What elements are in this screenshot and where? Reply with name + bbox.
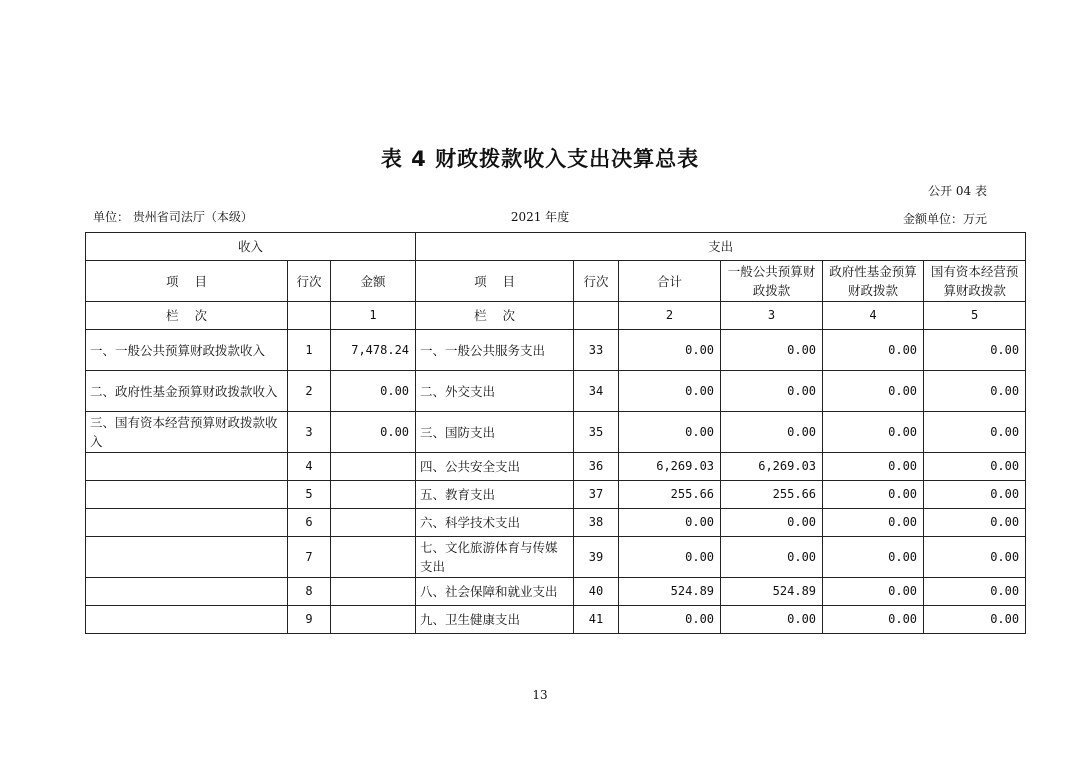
income-item-cell (86, 509, 288, 537)
expense-item-cell: 二、外交支出 (416, 371, 574, 412)
total-cell: 0.00 (619, 371, 721, 412)
amount-unit: 金额单位：万元 (902, 212, 987, 226)
income-item-cell (86, 453, 288, 481)
col-index-amount: 1 (331, 302, 416, 330)
income-rowno-header: 行次 (288, 261, 331, 302)
expense-item-cell: 六、科学技术支出 (416, 509, 574, 537)
expense-item-cell: 七、文化旅游体育与传媒支出 (416, 537, 574, 578)
income-amount-cell (331, 537, 416, 578)
page-number: 13 (532, 688, 548, 702)
table-row (86, 537, 1026, 578)
general-budget-cell: 524.89 (721, 578, 823, 606)
expense-rowno-cell: 41 (574, 606, 619, 634)
expense-item-header: 项 目 (416, 261, 574, 302)
income-item-cell (86, 537, 288, 578)
state-capital-cell: 0.00 (924, 330, 1026, 371)
expense-rowno-cell: 35 (574, 412, 619, 453)
unit-label: 单位： 贵州省司法厅（本级） (93, 210, 253, 224)
income-amount-cell (331, 606, 416, 634)
total-cell: 0.00 (619, 330, 721, 371)
general-budget-cell: 0.00 (721, 412, 823, 453)
table-row (86, 481, 1026, 509)
income-amount-cell (331, 509, 416, 537)
expense-item-cell: 五、教育支出 (416, 481, 574, 509)
expense-rowno-cell: 40 (574, 578, 619, 606)
total-cell: 6,269.03 (619, 453, 721, 481)
income-rowno-cell: 7 (288, 537, 331, 578)
income-rowno-cell: 2 (288, 371, 331, 412)
state-capital-cell: 0.00 (924, 578, 1026, 606)
gov-fund-cell: 0.00 (823, 371, 924, 412)
income-amount-cell (331, 578, 416, 606)
income-amount-cell: 7,478.24 (331, 330, 416, 371)
expense-header: 支出 (416, 233, 1026, 261)
income-amount-cell (331, 481, 416, 509)
general-budget-cell: 6,269.03 (721, 453, 823, 481)
expense-item-cell: 八、社会保障和就业支出 (416, 578, 574, 606)
expense-item-cell: 一、一般公共服务支出 (416, 330, 574, 371)
income-rowno-cell: 6 (288, 509, 331, 537)
total-cell: 0.00 (619, 606, 721, 634)
expense-rowno-cell: 38 (574, 509, 619, 537)
form-number: 公开 04 表 (928, 184, 987, 198)
total-header: 合计 (619, 261, 721, 302)
column-index-row (86, 302, 1026, 330)
fiscal-year: 2021 年度 (510, 210, 570, 224)
empty-cell (288, 302, 331, 330)
income-item-cell (86, 481, 288, 509)
income-item-cell (86, 606, 288, 634)
expense-rowno-cell: 36 (574, 453, 619, 481)
state-capital-cell: 0.00 (924, 412, 1026, 453)
expense-rowno-cell: 39 (574, 537, 619, 578)
income-rowno-cell: 9 (288, 606, 331, 634)
table-row (86, 371, 1026, 412)
col-index-capital: 5 (924, 302, 1026, 330)
income-lanci: 栏 次 (86, 302, 288, 330)
state-capital-header: 国有资本经营预算财政拨款 (924, 261, 1026, 302)
state-capital-cell: 0.00 (924, 606, 1026, 634)
table-row (86, 509, 1026, 537)
total-cell: 255.66 (619, 481, 721, 509)
general-budget-cell: 0.00 (721, 371, 823, 412)
general-budget-cell: 0.00 (721, 330, 823, 371)
expense-rowno-header: 行次 (574, 261, 619, 302)
income-item-cell: 三、国有资本经营预算财政拨款收入 (86, 412, 288, 453)
expense-rowno-cell: 34 (574, 371, 619, 412)
table-row (86, 330, 1026, 371)
state-capital-cell: 0.00 (924, 371, 1026, 412)
total-cell: 0.00 (619, 509, 721, 537)
general-budget-cell: 0.00 (721, 606, 823, 634)
general-budget-cell: 255.66 (721, 481, 823, 509)
expense-rowno-cell: 37 (574, 481, 619, 509)
income-item-cell (86, 578, 288, 606)
income-item-header: 项 目 (86, 261, 288, 302)
header-row-columns (86, 261, 1026, 302)
table-row (86, 578, 1026, 606)
state-capital-cell: 0.00 (924, 537, 1026, 578)
budget-table (85, 232, 1026, 634)
gov-fund-cell: 0.00 (823, 606, 924, 634)
page-title: 表 4 财政拨款收入支出决算总表 (380, 147, 700, 171)
income-amount-cell: 0.00 (331, 412, 416, 453)
income-rowno-cell: 1 (288, 330, 331, 371)
total-cell: 0.00 (619, 412, 721, 453)
general-budget-header: 一般公共预算财政拨款 (721, 261, 823, 302)
income-amount-header: 金额 (331, 261, 416, 302)
table-row (86, 606, 1026, 634)
income-rowno-cell: 3 (288, 412, 331, 453)
gov-fund-cell: 0.00 (823, 412, 924, 453)
table-row (86, 412, 1026, 453)
gov-fund-cell: 0.00 (823, 578, 924, 606)
state-capital-cell: 0.00 (924, 481, 1026, 509)
income-item-cell: 二、政府性基金预算财政拨款收入 (86, 371, 288, 412)
expense-lanci: 栏 次 (416, 302, 574, 330)
gov-fund-cell: 0.00 (823, 453, 924, 481)
empty-cell (574, 302, 619, 330)
expense-item-cell: 四、公共安全支出 (416, 453, 574, 481)
general-budget-cell: 0.00 (721, 537, 823, 578)
col-index-total: 2 (619, 302, 721, 330)
table-row (86, 453, 1026, 481)
gov-fund-header: 政府性基金预算财政拨款 (823, 261, 924, 302)
state-capital-cell: 0.00 (924, 453, 1026, 481)
income-item-cell: 一、一般公共预算财政拨款收入 (86, 330, 288, 371)
income-amount-cell: 0.00 (331, 371, 416, 412)
expense-rowno-cell: 33 (574, 330, 619, 371)
general-budget-cell: 0.00 (721, 509, 823, 537)
gov-fund-cell: 0.00 (823, 481, 924, 509)
income-rowno-cell: 8 (288, 578, 331, 606)
state-capital-cell: 0.00 (924, 509, 1026, 537)
income-amount-cell (331, 453, 416, 481)
income-rowno-cell: 4 (288, 453, 331, 481)
header-row-sections (86, 233, 1026, 261)
total-cell: 524.89 (619, 578, 721, 606)
expense-item-cell: 九、卫生健康支出 (416, 606, 574, 634)
gov-fund-cell: 0.00 (823, 330, 924, 371)
col-index-fund: 4 (823, 302, 924, 330)
gov-fund-cell: 0.00 (823, 509, 924, 537)
income-rowno-cell: 5 (288, 481, 331, 509)
col-index-general: 3 (721, 302, 823, 330)
expense-item-cell: 三、国防支出 (416, 412, 574, 453)
total-cell: 0.00 (619, 537, 721, 578)
income-header: 收入 (86, 233, 416, 261)
gov-fund-cell: 0.00 (823, 537, 924, 578)
